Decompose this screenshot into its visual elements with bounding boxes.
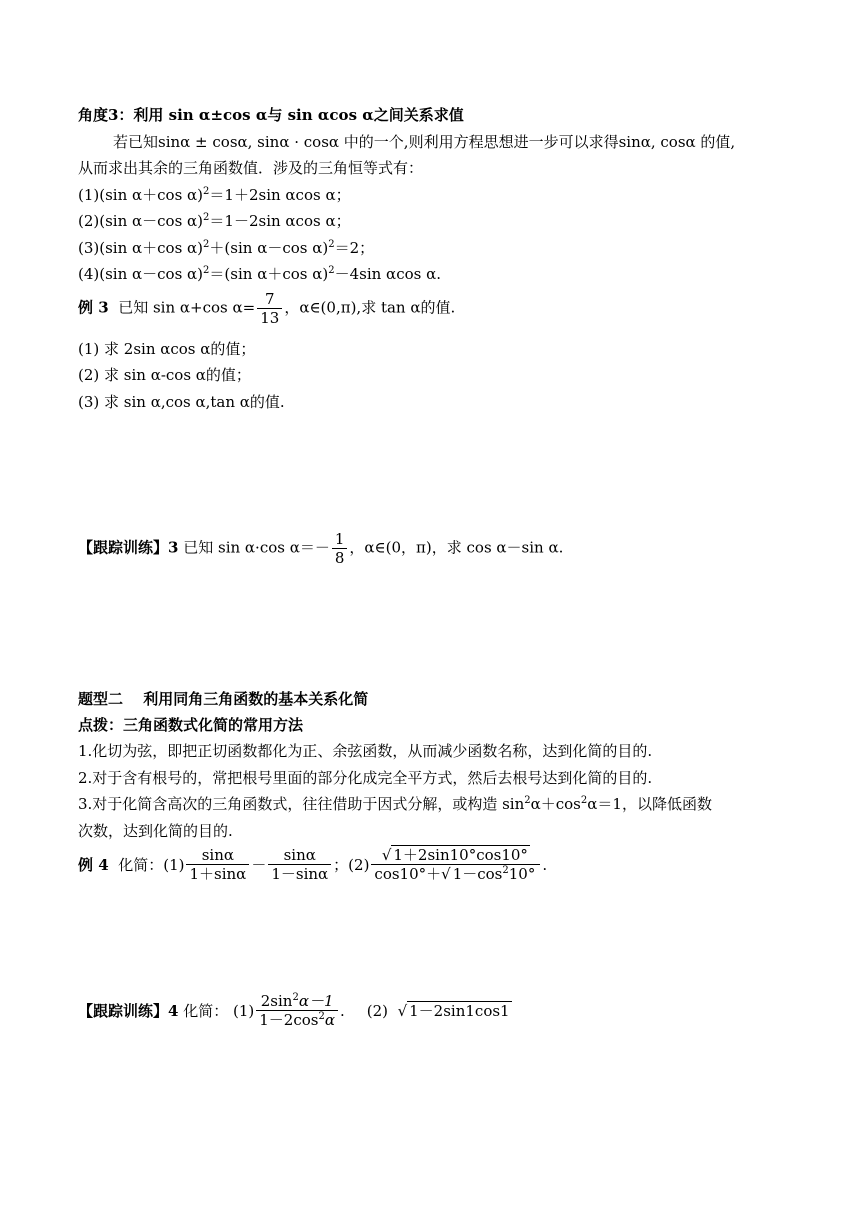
radicand: 1－2sin1cos1 (409, 1001, 510, 1020)
fraction-a (186, 846, 249, 883)
sqrt-icon: √ (381, 846, 392, 864)
example3-q1: (1) 求 2sin αcos α的值； (78, 340, 256, 358)
fraction-num: 1 (334, 530, 345, 548)
num-b: α－1 (298, 992, 334, 1010)
num-a: 2sin (260, 992, 293, 1010)
fraction-b (268, 846, 331, 883)
method-2: 2.对于含有根号的，常把根号里面的部分化成完全平方式，然后去根号达到化简的目的. (78, 769, 653, 787)
sup: 2 (292, 992, 299, 1003)
fraction-den: 8 (332, 548, 348, 567)
example3-q3: (3) 求 sin α,cos α,tan α的值. (78, 393, 285, 411)
den-b: α (324, 1011, 335, 1029)
fraction-num: 7 (264, 290, 275, 308)
identity-4 (78, 263, 441, 285)
training4-statement (78, 992, 512, 1029)
fraction-den (371, 864, 540, 883)
example4-sep: ；(2) (333, 855, 370, 874)
radicand (451, 864, 538, 883)
method-3-cont: 次数，达到化简的目的. (78, 822, 233, 840)
example3-pre: 已知 sin α+cos α= (118, 298, 256, 317)
angle3-heading: 角度3：利用 sin α±cos α与 sin αcos α之间关系求值 (78, 106, 464, 124)
identity-3-a: (3)(sin α＋cos α) (78, 239, 204, 257)
den-part-a: cos10°＋ (374, 865, 442, 883)
identity-3-b: ＋(sin α－cos α) (209, 239, 329, 257)
example4-statement (78, 846, 547, 883)
fraction-num (371, 846, 540, 864)
identity-2 (78, 210, 351, 232)
sup: 2 (203, 212, 210, 223)
training4-pre: 化简： (1) (183, 1001, 255, 1020)
method-3-c: α＝1，以降低函数 (587, 795, 712, 813)
identity-4-a: (4)(sin α－cos α) (78, 265, 204, 283)
identity-2-left: (2)(sin α－cos α) (78, 212, 204, 230)
fraction-1-8 (332, 530, 348, 567)
fraction-den (256, 1010, 338, 1029)
fraction-num: sinα (201, 846, 235, 864)
part2-label: (2) (366, 1001, 389, 1020)
fraction-num (256, 992, 338, 1010)
example3-statement (78, 290, 455, 327)
fraction-7-13 (257, 290, 282, 327)
radicand: 1＋2sin10°cos10° (393, 846, 528, 864)
training3-pre: 已知 sin α·cos α＝－ (183, 538, 330, 557)
example3-post: ，α∈(0,π),求 tan α的值. (284, 298, 456, 317)
training3-label: 【跟踪训练】3 (78, 538, 179, 557)
identity-1-right: ＝1＋2sin αcos α； (209, 186, 351, 204)
sup: 2 (203, 239, 210, 250)
example3-q2: (2) 求 sin α-cos α的值； (78, 366, 251, 384)
sqrt-icon: √ (397, 1001, 408, 1020)
fraction-c (371, 846, 540, 883)
sup: 2 (580, 795, 588, 806)
angle3-intro-line1: 若已知sinα ± cosα, sinα · cosα 中的一个,则利用方程思想进一步可以求得sinα, cosα 的值, (113, 133, 736, 151)
den-part-b: 1－cos (452, 865, 503, 883)
type2-heading: 题型二 利用同角三角函数的基本关系化简 (78, 690, 369, 708)
training3-statement (78, 530, 563, 567)
training4-label: 【跟踪训练】4 (78, 1001, 179, 1020)
sup: 2 (203, 265, 210, 276)
identity-4-b: ＝(sin α＋cos α) (209, 265, 329, 283)
angle3-intro-line2: 从而求出其余的三角函数值．涉及的三角恒等式有： (78, 159, 424, 177)
identity-3 (78, 237, 374, 259)
method-3-a: 3.对于化简含高次的三角函数式，往往借助于因式分解，或构造 sin (78, 795, 525, 813)
example4-pre: 化简：(1) (118, 855, 185, 874)
sup: 2 (328, 239, 335, 250)
sup: 2 (502, 865, 509, 876)
identity-2-right: ＝1－2sin αcos α； (209, 212, 351, 230)
den-a: 1－2cos (259, 1011, 319, 1029)
sup: 2 (318, 1011, 325, 1022)
type2-tip: 点拨：三角函数式化简的常用方法 (78, 716, 304, 734)
period: . (340, 1001, 345, 1020)
fraction-d (256, 992, 338, 1029)
identity-1-left: (1)(sin α＋cos α) (78, 186, 204, 204)
identity-3-c: ＝2； (334, 239, 375, 257)
den-part-c: 10° (508, 865, 536, 883)
fraction-den: 13 (257, 308, 282, 327)
example3-label: 例 3 (78, 298, 109, 317)
sup: 2 (524, 795, 531, 806)
fraction-den: 1－sinα (268, 864, 331, 883)
sup: 2 (328, 265, 335, 276)
training3-post: ，α∈(0，π)，求 cos α－sin α. (349, 538, 564, 557)
method-1: 1.化切为弦，即把正切函数都化为正、余弦函数，从而减少函数名称，达到化简的目的. (78, 742, 653, 760)
fraction-num: sinα (283, 846, 316, 864)
identity-4-c: －4sin αcos α. (334, 265, 441, 283)
fraction-den: 1＋sinα (186, 864, 249, 883)
minus-sign: － (251, 855, 267, 874)
method-3 (78, 793, 712, 815)
sqrt-expr (398, 1002, 512, 1020)
period: . (542, 855, 548, 874)
sqrt-icon: √ (441, 865, 451, 883)
method-3-b: α＋cos (530, 795, 581, 813)
sup: 2 (203, 186, 210, 197)
example4-label: 例 4 (78, 855, 109, 874)
identity-1 (78, 184, 351, 206)
